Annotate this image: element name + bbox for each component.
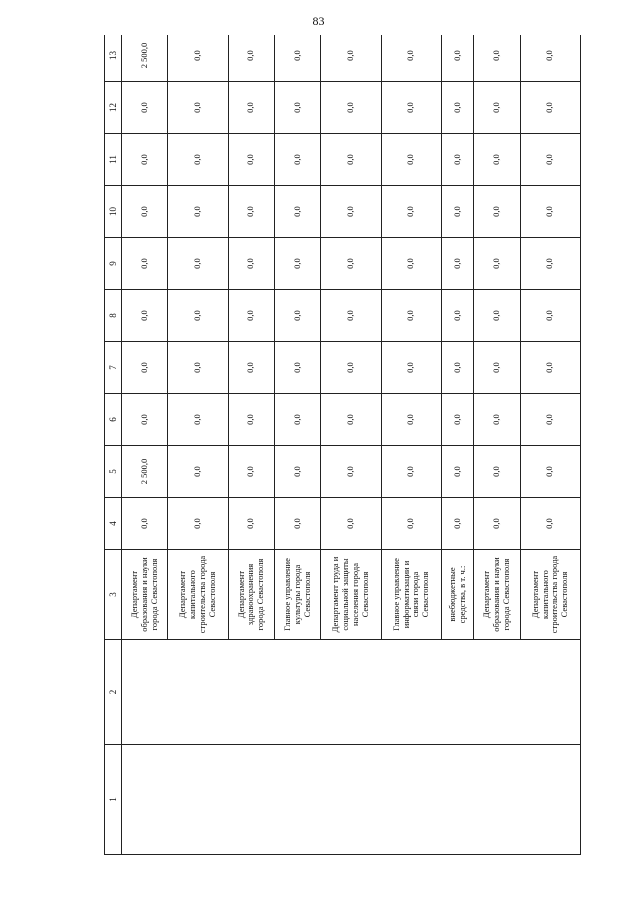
value-cell-col8: 0,0	[474, 290, 520, 342]
value-cell-col4: 0,0	[122, 498, 168, 550]
value-cell-col7: 0,0	[321, 342, 381, 394]
value-cell-col6: 0,0	[321, 394, 381, 446]
value-cell-col12: 0,0	[520, 82, 580, 134]
value-cell-col4: 0,0	[228, 498, 274, 550]
table-rotor	[104, 35, 581, 855]
rotated-table-frame	[104, 35, 581, 855]
column-header-1: 1	[105, 745, 122, 855]
value-cell-col11: 0,0	[474, 134, 520, 186]
value-cell-col10: 0,0	[474, 186, 520, 238]
executor-cell: Департамент образования и науки города Севастополя	[474, 550, 520, 640]
value-cell-col8: 0,0	[122, 290, 168, 342]
value-cell-col13: 0,0	[381, 35, 441, 82]
column-header-5: 5	[105, 446, 122, 498]
executor-cell: Департамент здравоохранения города Севастополя	[228, 550, 274, 640]
column-header-3: 3	[105, 550, 122, 640]
value-cell-col13: 0,0	[274, 35, 320, 82]
value-cell-col9: 0,0	[274, 238, 320, 290]
table-body	[122, 35, 581, 855]
value-cell-col5: 2 500,0	[122, 446, 168, 498]
value-cell-col11: 0,0	[122, 134, 168, 186]
value-cell-col10: 0,0	[228, 186, 274, 238]
executor-cell: Главное управление культуры города Севастополя	[274, 550, 320, 640]
value-cell-col5: 0,0	[441, 446, 473, 498]
value-cell-col6: 0,0	[228, 394, 274, 446]
executor-cell: Департамент труда и социальной защиты населения города Севастополя	[321, 550, 381, 640]
column-header-8: 8	[105, 290, 122, 342]
value-cell-col6: 0,0	[381, 394, 441, 446]
value-cell-col12: 0,0	[228, 82, 274, 134]
value-cell-col5: 0,0	[381, 446, 441, 498]
value-cell-col8: 0,0	[228, 290, 274, 342]
executor-cell: Главное управление информатизации и связи города Севастополя	[381, 550, 441, 640]
value-cell-col10: 0,0	[168, 186, 228, 238]
value-cell-col4: 0,0	[381, 498, 441, 550]
value-cell-col10: 0,0	[441, 186, 473, 238]
value-cell-col7: 0,0	[274, 342, 320, 394]
value-cell-col9: 0,0	[228, 238, 274, 290]
value-cell-col13: 2 500,0	[122, 35, 168, 82]
value-cell-col4: 0,0	[274, 498, 320, 550]
value-cell-col13: 0,0	[474, 35, 520, 82]
value-cell-col7: 0,0	[122, 342, 168, 394]
cell-col2	[122, 640, 581, 745]
value-cell-col10: 0,0	[122, 186, 168, 238]
value-cell-col6: 0,0	[474, 394, 520, 446]
value-cell-col6: 0,0	[520, 394, 580, 446]
value-cell-col12: 0,0	[122, 82, 168, 134]
value-cell-col8: 0,0	[274, 290, 320, 342]
value-cell-col13: 0,0	[228, 35, 274, 82]
value-cell-col5: 0,0	[520, 446, 580, 498]
value-cell-col10: 0,0	[321, 186, 381, 238]
value-cell-col4: 0,0	[474, 498, 520, 550]
column-header-10: 10	[105, 186, 122, 238]
column-header-13: 13	[105, 35, 122, 82]
value-cell-col11: 0,0	[321, 134, 381, 186]
value-cell-col12: 0,0	[274, 82, 320, 134]
value-cell-col6: 0,0	[122, 394, 168, 446]
value-cell-col4: 0,0	[168, 498, 228, 550]
value-cell-col8: 0,0	[441, 290, 473, 342]
value-cell-col10: 0,0	[381, 186, 441, 238]
value-cell-col7: 0,0	[168, 342, 228, 394]
value-cell-col8: 0,0	[168, 290, 228, 342]
executor-cell: Департамент капитального строительства города Севастополя	[520, 550, 580, 640]
executor-cell: Департамент образования и науки города Севастополя	[122, 550, 168, 640]
value-cell-col7: 0,0	[520, 342, 580, 394]
value-cell-col9: 0,0	[122, 238, 168, 290]
value-cell-col7: 0,0	[441, 342, 473, 394]
value-cell-col4: 0,0	[520, 498, 580, 550]
value-cell-col12: 0,0	[381, 82, 441, 134]
value-cell-col12: 0,0	[441, 82, 473, 134]
value-cell-col9: 0,0	[381, 238, 441, 290]
table-row	[122, 35, 168, 855]
value-cell-col7: 0,0	[228, 342, 274, 394]
value-cell-col11: 0,0	[228, 134, 274, 186]
value-cell-col13: 0,0	[168, 35, 228, 82]
value-cell-col11: 0,0	[168, 134, 228, 186]
value-cell-col6: 0,0	[274, 394, 320, 446]
value-cell-col9: 0,0	[441, 238, 473, 290]
budget-table	[104, 35, 581, 855]
value-cell-col6: 0,0	[441, 394, 473, 446]
value-cell-col4: 0,0	[321, 498, 381, 550]
value-cell-col5: 0,0	[321, 446, 381, 498]
header-row	[105, 35, 122, 855]
value-cell-col5: 0,0	[228, 446, 274, 498]
value-cell-col5: 0,0	[274, 446, 320, 498]
value-cell-col10: 0,0	[274, 186, 320, 238]
value-cell-col12: 0,0	[474, 82, 520, 134]
executor-cell: внебюджетные средства, в т. ч.:	[441, 550, 473, 640]
value-cell-col7: 0,0	[474, 342, 520, 394]
cell-col1	[122, 745, 581, 855]
value-cell-col13: 0,0	[520, 35, 580, 82]
column-header-12: 12	[105, 82, 122, 134]
value-cell-col6: 0,0	[168, 394, 228, 446]
value-cell-col8: 0,0	[520, 290, 580, 342]
column-header-4: 4	[105, 498, 122, 550]
value-cell-col4: 0,0	[441, 498, 473, 550]
value-cell-col8: 0,0	[321, 290, 381, 342]
column-header-7: 7	[105, 342, 122, 394]
value-cell-col13: 0,0	[441, 35, 473, 82]
value-cell-col12: 0,0	[321, 82, 381, 134]
value-cell-col7: 0,0	[381, 342, 441, 394]
value-cell-col5: 0,0	[474, 446, 520, 498]
value-cell-col8: 0,0	[381, 290, 441, 342]
value-cell-col9: 0,0	[474, 238, 520, 290]
executor-cell: Департамент капитального строительства города Севастополя	[168, 550, 228, 640]
column-header-6: 6	[105, 394, 122, 446]
value-cell-col11: 0,0	[441, 134, 473, 186]
page-number: 83	[312, 14, 325, 28]
value-cell-col10: 0,0	[520, 186, 580, 238]
column-header-9: 9	[105, 238, 122, 290]
value-cell-col11: 0,0	[274, 134, 320, 186]
value-cell-col9: 0,0	[321, 238, 381, 290]
value-cell-col11: 0,0	[520, 134, 580, 186]
value-cell-col5: 0,0	[168, 446, 228, 498]
value-cell-col13: 0,0	[321, 35, 381, 82]
value-cell-col12: 0,0	[168, 82, 228, 134]
value-cell-col9: 0,0	[520, 238, 580, 290]
value-cell-col11: 0,0	[381, 134, 441, 186]
value-cell-col9: 0,0	[168, 238, 228, 290]
column-header-2: 2	[105, 640, 122, 745]
column-header-11: 11	[105, 134, 122, 186]
